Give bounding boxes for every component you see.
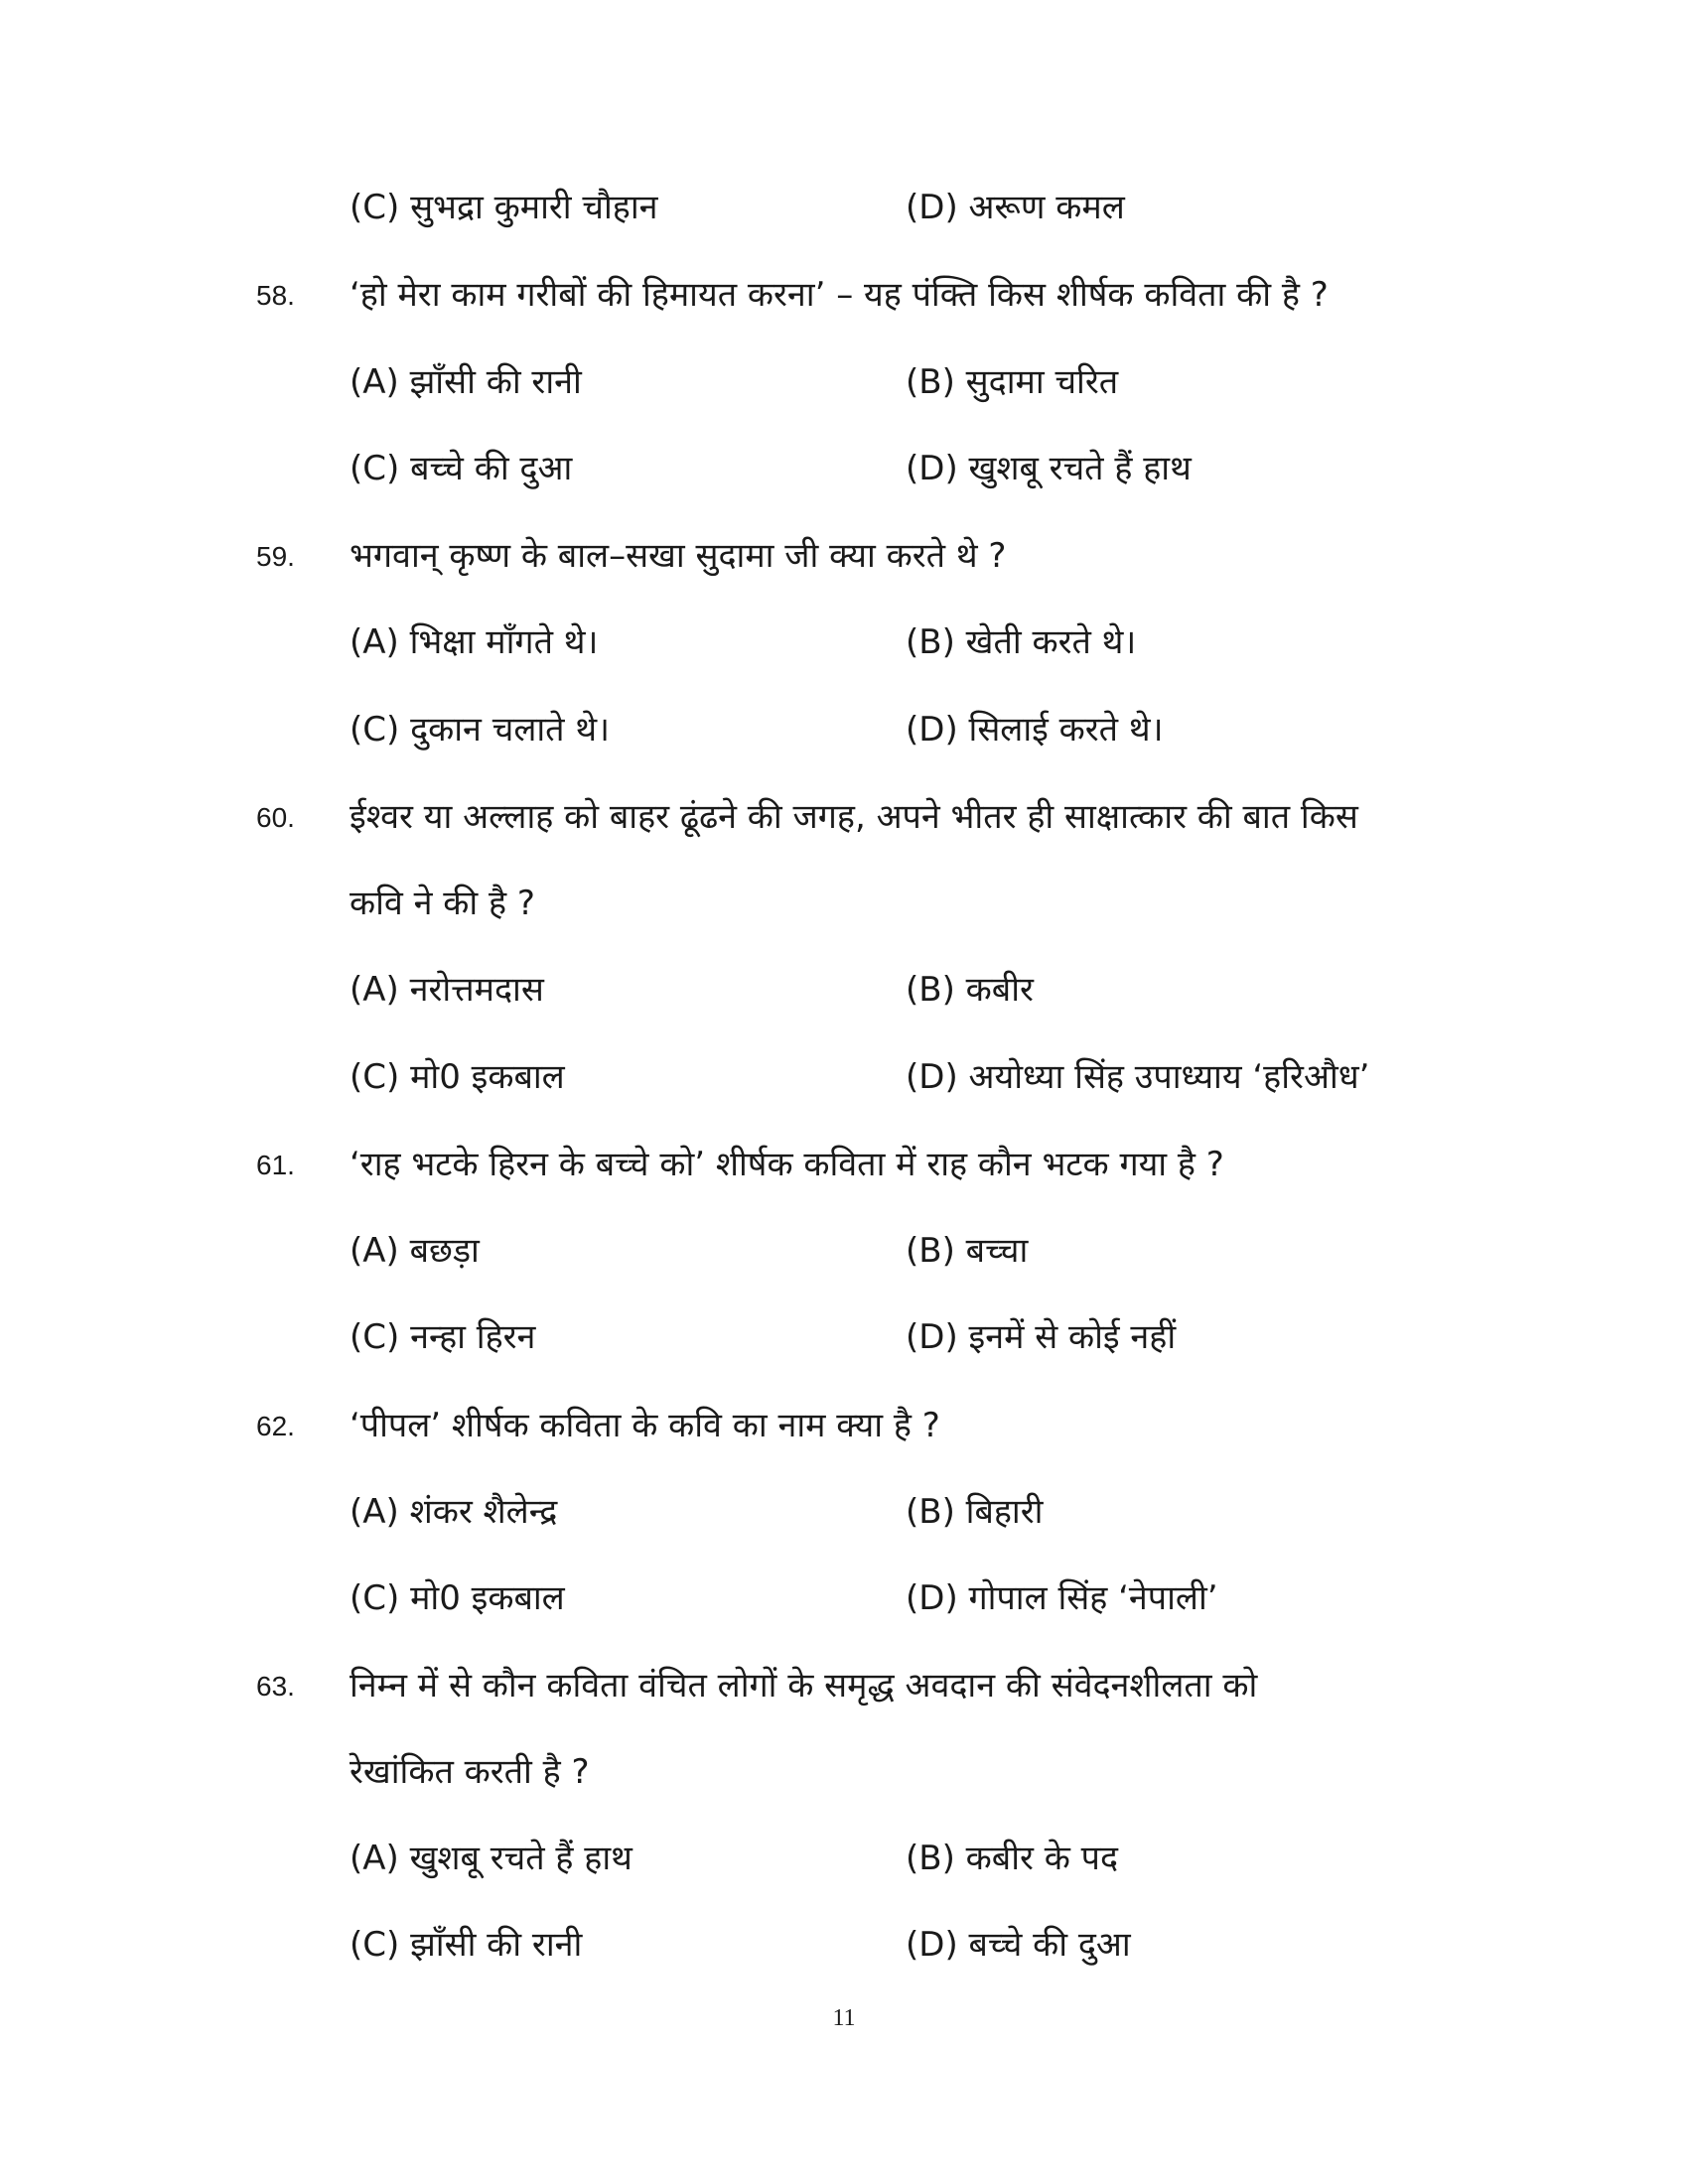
option-b: (B) बच्चा bbox=[906, 1231, 1029, 1271]
question-text: भगवान् कृष्ण के बाल–सखा सुदामा जी क्या करते थे ? bbox=[350, 536, 1007, 576]
option-a: (A) नरोत्तमदास bbox=[350, 970, 544, 1010]
question-text-line-1: ईश्वर या अल्लाह को बाहर ढूंढने की जगह, अपने भीतर ही साक्षात्कार की बात किस bbox=[350, 797, 1358, 837]
question-text: ‘पीपल’ शीर्षक कविता के कवि का नाम क्या है ? bbox=[350, 1406, 940, 1445]
option-c: (C) मो0 इकबाल bbox=[350, 1057, 565, 1097]
option-c: (C) मो0 इकबाल bbox=[350, 1578, 565, 1618]
option-d-prev-question: (D) अरूण कमल bbox=[906, 188, 1125, 227]
question-text: ‘हो मेरा काम गरीबों की हिमायत करना’ – यह पंक्ति किस शीर्षक कविता की है ? bbox=[350, 275, 1329, 315]
option-b: (B) कबीर bbox=[906, 970, 1034, 1010]
option-a: (A) बछड़ा bbox=[350, 1231, 480, 1271]
question-number: 63. bbox=[256, 1671, 295, 1702]
question-number: 58. bbox=[256, 280, 295, 311]
question-number: 59. bbox=[256, 541, 295, 572]
question-text: ‘राह भटके हिरन के बच्चे को’ शीर्षक कविता में राह कौन भटक गया है ? bbox=[350, 1145, 1224, 1184]
question-text-line-2: रेखांकित करती है ? bbox=[350, 1752, 590, 1792]
option-d: (D) बच्चे की दुआ bbox=[906, 1925, 1131, 1965]
option-a: (A) भिक्षा माँगते थे। bbox=[350, 622, 599, 662]
option-d: (D) इनमें से कोई नहीं bbox=[906, 1317, 1177, 1357]
question-number: 60. bbox=[256, 802, 295, 833]
option-d: (D) सिलाई करते थे। bbox=[906, 710, 1164, 750]
option-c: (C) बच्चे की दुआ bbox=[350, 449, 573, 488]
option-b: (B) बिहारी bbox=[906, 1492, 1044, 1532]
option-b: (B) सुदामा चरित bbox=[906, 362, 1119, 402]
option-a: (A) शंकर शैलेन्द्र bbox=[350, 1492, 558, 1532]
option-d: (D) गोपाल सिंह ‘नेपाली’ bbox=[906, 1578, 1218, 1618]
option-c: (C) दुकान चलाते थे। bbox=[350, 710, 610, 750]
option-c: (C) नन्हा हिरन bbox=[350, 1317, 536, 1357]
option-c: (C) झाँसी की रानी bbox=[350, 1925, 583, 1965]
option-a: (A) झाँसी की रानी bbox=[350, 362, 582, 402]
option-b: (B) खेती करते थे। bbox=[906, 622, 1137, 662]
page-number: 11 bbox=[832, 2005, 856, 2031]
question-text-line-1: निम्न में से कौन कविता वंचित लोगों के समृद्ध अवदान की संवेदनशीलता को bbox=[350, 1666, 1258, 1706]
option-c-prev-question: (C) सुभद्रा कुमारी चौहान bbox=[350, 188, 658, 227]
option-d: (D) अयोध्या सिंह उपाध्याय ‘हरिऔध’ bbox=[906, 1057, 1370, 1097]
question-number: 62. bbox=[256, 1411, 295, 1441]
question-text-line-2: कवि ने की है ? bbox=[350, 884, 535, 923]
option-d: (D) खुशबू रचते हैं हाथ bbox=[906, 449, 1192, 488]
option-b: (B) कबीर के पद bbox=[906, 1839, 1118, 1878]
option-a: (A) खुशबू रचते हैं हाथ bbox=[350, 1839, 633, 1878]
question-number: 61. bbox=[256, 1150, 295, 1180]
